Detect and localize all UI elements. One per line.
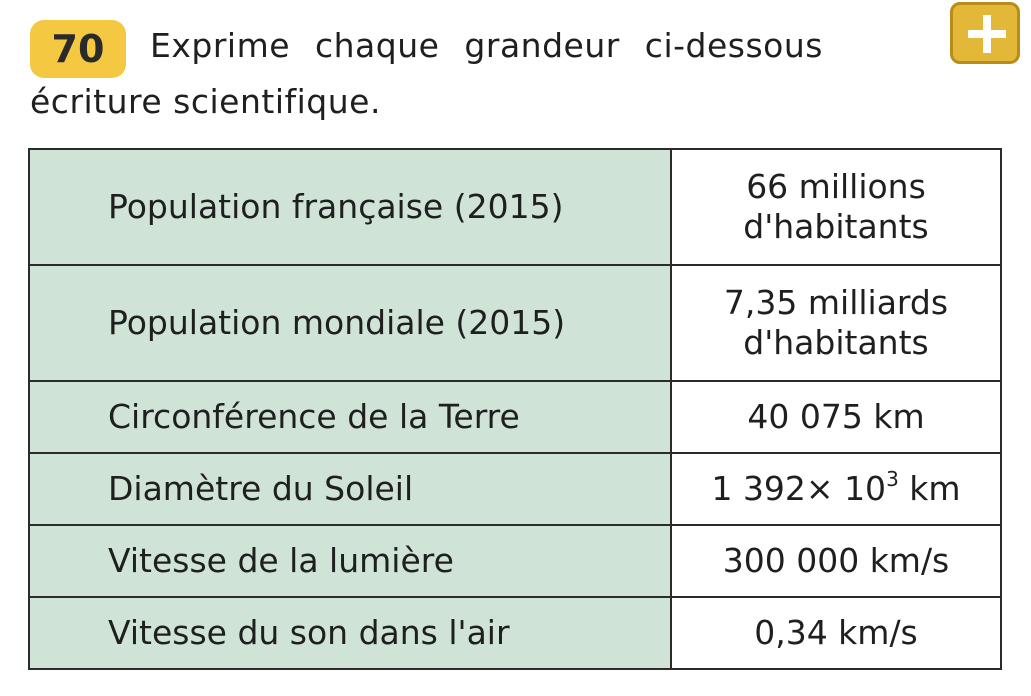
table-row: [29, 381, 1001, 453]
value-unit: km: [898, 469, 961, 508]
quantity-label: Vitesse de la lumière: [29, 525, 671, 597]
value-mantissa: 1 392× 10: [711, 469, 887, 508]
quantity-label: Population mondiale (2015): [29, 265, 671, 381]
instruction-text: Exprime chaque grandeur ci-dessous: [150, 26, 823, 65]
exercise-number-badge: 70: [30, 20, 126, 78]
table-row: [29, 265, 1001, 381]
quantity-value: [671, 149, 1001, 265]
quantity-label: Vitesse du son dans l'air: [29, 597, 671, 669]
quantity-value-line1: 66 millions: [746, 167, 926, 206]
quantity-value: 300 000 km/s: [671, 525, 1001, 597]
table-row: [29, 453, 1001, 525]
plus-icon[interactable]: [950, 2, 1020, 64]
table-row: [29, 597, 1001, 669]
quantity-label: Population française (2015): [29, 149, 671, 265]
table-row: [29, 525, 1001, 597]
quantity-value: 40 075 km: [671, 381, 1001, 453]
quantity-label: Circonférence de la Terre: [29, 381, 671, 453]
table-row: [29, 149, 1001, 265]
quantity-value: [671, 453, 1001, 525]
quantities-table: [28, 148, 1002, 670]
quantity-value-line1: 7,35 milliards: [723, 283, 949, 322]
instruction-text-continued: écriture scientifique.: [30, 82, 381, 121]
quantity-label: Diamètre du Soleil: [29, 453, 671, 525]
quantity-value-line2: d'habitants: [743, 323, 929, 362]
quantity-value-line2: d'habitants: [743, 207, 929, 246]
value-exponent: 3: [886, 467, 899, 491]
quantity-value: 0,34 km/s: [671, 597, 1001, 669]
quantity-value: [671, 265, 1001, 381]
